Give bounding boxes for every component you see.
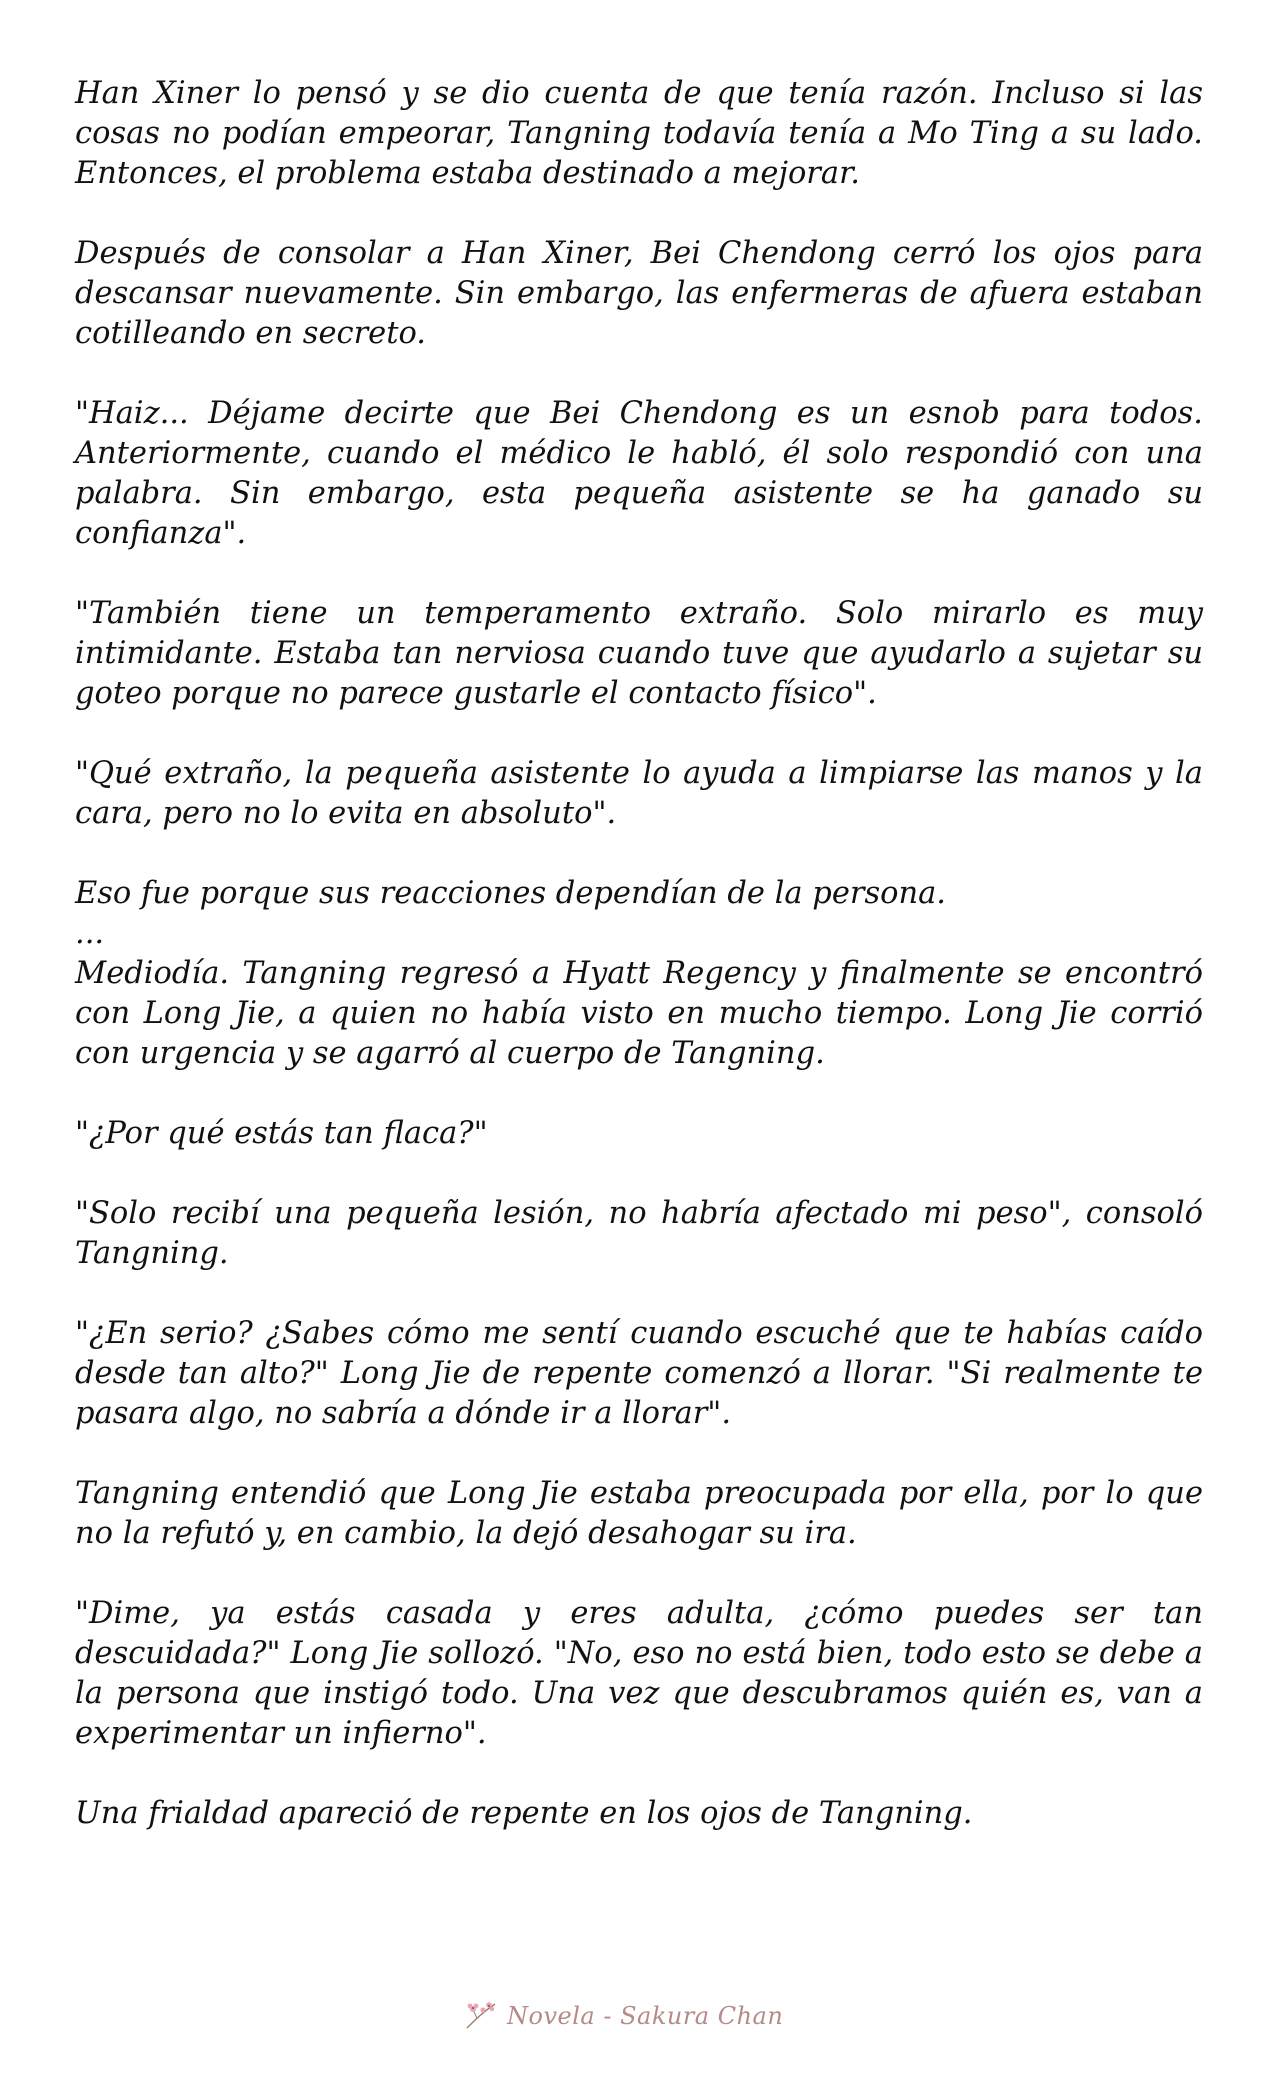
paragraph: "También tiene un temperamento extraño. Solo mirarlo es muy intimidante. Estaba tan nerviosa cuando tuve que ayudarlo a sujetar su goteo porque no parece gustarle el contacto físico". bbox=[75, 596, 1203, 711]
paragraph: "Solo recibí una pequeña lesión, no habría afectado mi peso", consoló Tangning. bbox=[75, 1196, 1203, 1271]
paragraph: "¿Por qué estás tan flaca?" bbox=[75, 1116, 488, 1151]
paragraph: "¿En serio? ¿Sabes cómo me sentí cuando escuché que te habías caído desde tan alto?" Long Jie de repente comenzó a llorar. "Si realmente te pasara algo, no sabría a dónde ir a llorar". bbox=[75, 1316, 1203, 1431]
paragraph: Mediodía. Tangning regresó a Hyatt Regency y finalmente se encontró con Long Jie, a quien no había visto en mucho tiempo. Long Jie corrió con urgencia y se agarró al cuerpo de Tangning. bbox=[75, 956, 1203, 1071]
paragraph: Después de consolar a Han Xiner, Bei Chendong cerró los ojos para descansar nuevamente. Sin embargo, las enfermeras de afuera estaban cotilleando en secreto. bbox=[75, 236, 1203, 351]
watermark bbox=[463, 1996, 783, 2036]
paragraph: Una frialdad apareció de repente en los ojos de Tangning. bbox=[75, 1796, 973, 1831]
scene-break: ... bbox=[75, 916, 105, 951]
paragraph: Han Xiner lo pensó y se dio cuenta de que tenía razón. Incluso si las cosas no podían empeorar, Tangning todavía tenía a Mo Ting a su lado. Entonces, el problema estaba destinado a mejorar. bbox=[75, 76, 1203, 191]
paragraph: "Haiz... Déjame decirte que Bei Chendong es un esnob para todos. Anteriormente, cuando el médico le habló, él solo respondió con una palabra. Sin embargo, esta pequeña asistente se ha ganado su confianza". bbox=[75, 396, 1203, 551]
watermark-text: Novela - Sakura Chan bbox=[507, 2002, 784, 2030]
paragraph: "Qué extraño, la pequeña asistente lo ayuda a limpiarse las manos y la cara, pero no lo evita en absoluto". bbox=[75, 756, 1203, 831]
paragraph: "Dime, ya estás casada y eres adulta, ¿cómo puedes ser tan descuidada?" Long Jie sollozó. "No, eso no está bien, todo esto se debe a la persona que instigó todo. Una vez que descubramos quién es, van a experimentar un infierno". bbox=[75, 1596, 1203, 1751]
paragraph: Tangning entendió que Long Jie estaba preocupada por ella, por lo que no la refutó y, en cambio, la dejó desahogar su ira. bbox=[75, 1476, 1203, 1551]
cherry-blossom-icon bbox=[463, 1998, 499, 2034]
chapter-text bbox=[75, 74, 1203, 1874]
paragraph: Eso fue porque sus reacciones dependían de la persona. bbox=[75, 876, 946, 911]
